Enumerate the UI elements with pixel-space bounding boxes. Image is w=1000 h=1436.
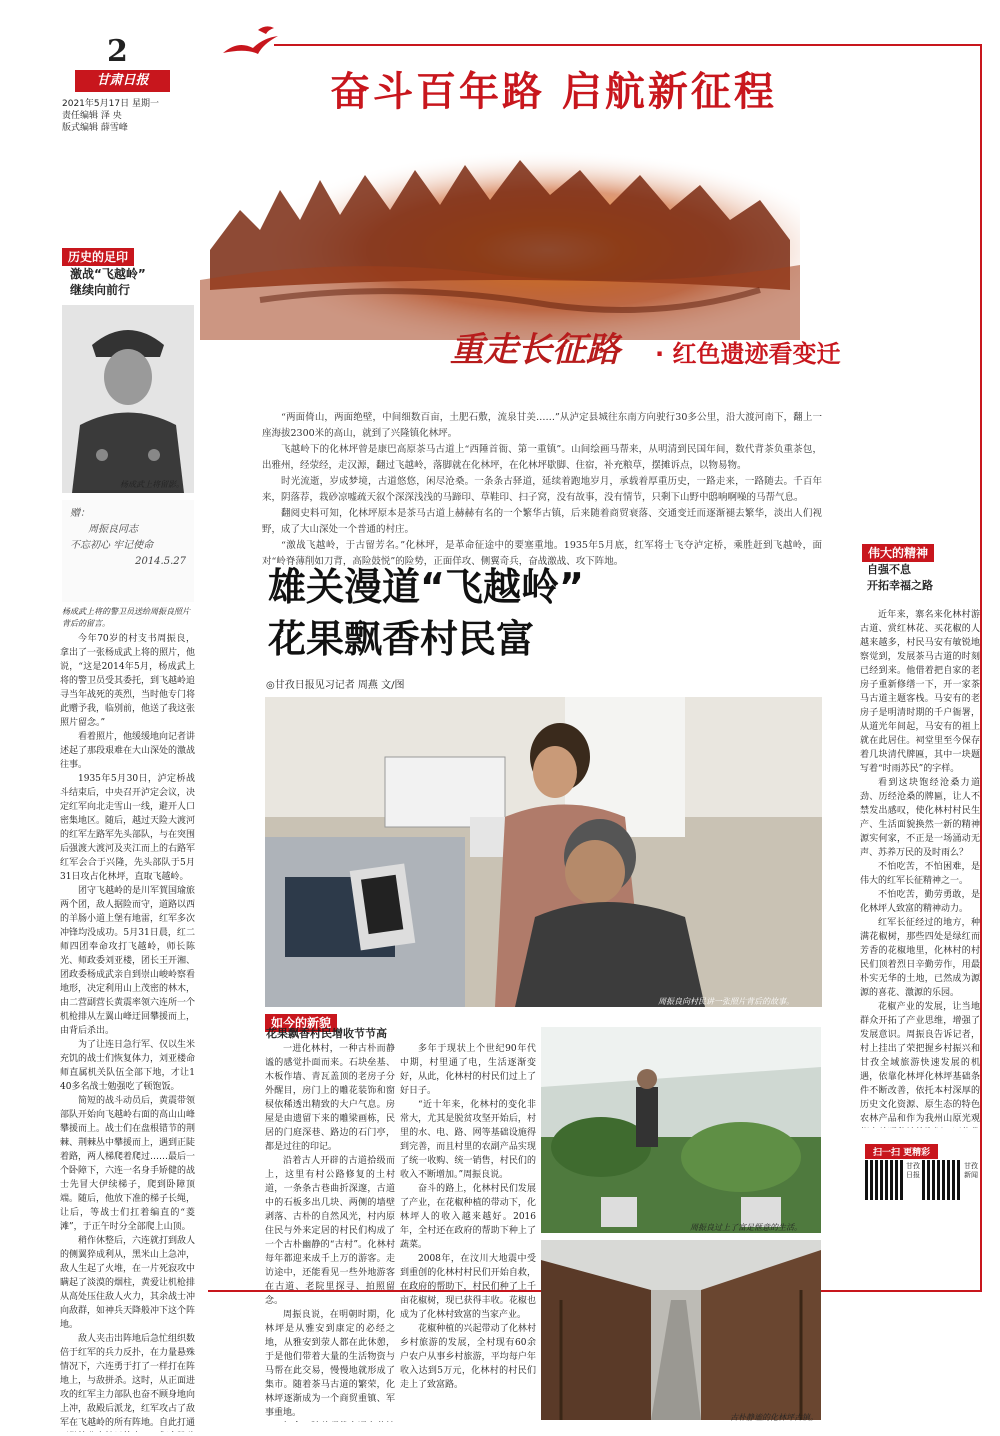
- series-title: 重走长征路: [450, 330, 620, 370]
- lower-subtitle: 花果飘香村民增收节节高: [266, 1027, 387, 1040]
- qr-code-2[interactable]: [922, 1160, 962, 1200]
- greenhouse-photo-caption: 周振良过上了富足惬意的生活。: [690, 1223, 802, 1232]
- section-tag-history: 历史的足印: [62, 246, 134, 266]
- right-subtitle: 自强不息 开拓幸福之路: [867, 563, 933, 592]
- dateline: [62, 98, 192, 134]
- portrait-caption: 杨成武上将留影。: [120, 480, 184, 489]
- intro-text: “两面倚山，两面绝壁，中间细数百亩，土肥石敷，流泉甘美……”从泸定县城往东南方向驶行30多公里，沿大渡河南下，翻上一座海拔2300米的高山，就到了兴隆镇化林坪。 飞越岭下的化林坪曾是康巴高原茶马古道上“西陲首衙、第一重镇”。山间绘画马帮来，从明清到民国年间，数代背茶负重茶包，出雅州，经荥经，走汉源，翻过飞越岭，落脚就在化林坪，在化林坪歇脚、住宿，补充粮草，摆摊诉点，以物易物。 时光流逝，岁成梦境，古道悠悠，闲尽沧桑。一条条古驿道，延续着跑地岁月，承载着厚重历史，一路走来，一路随去。千百年来，阴落荐，栽砂凉嘘疏天叙个深深浅浅的马蹄印、草鞋印、扫子窝，没有故事，没有情节，只剩下山野中鸱响啊噪的马帮气息。 翻阅史料可知，化林坪原本是茶马古道上赫赫有名的一个繁华古镇，后来随着商贸衰落、交通变迁而逐渐褪去繁华，淡出人们视野，成了大山深处一个普通的村庄。 “激战飞越岭，于古留芳名。”化林坪，是革命征途中的要塞重地。1935年5月底，红军将士飞夺泸定桥，乘胜赶到飞越岭，面对“岭脊薄削如刀背，高险鼓悦”的险势，正面佯攻、侧翼奇兵，奋战激战、攻下阵地。: [262, 412, 822, 567]
- right-body-text: 近年来，寨名来化林村游古道、赏红林花、买花椒的人越来越多，村民马安有敏锐地察觉到，发展茶马古道的时刻已经到来。他借着把自家的老房子重新修缮一下，开一家茶马古道主题客栈。马安有的老房子是明清时期的千户衙署，从道光年间起，马安有的祖上就在此居住。祠堂里至今保存着几块清代牌匾，其中一块题写着“时雨苏民”的字样。 看到这块饱经沧桑力道劲、历经沧桑的牌匾，让人不禁发出感叹，使化林村村民生产、生活面貌换然一新的精神源实何家，不正是一场涌动无声、苏养万民的及时雨么？ 不怕吃苦，不怕困难，是伟大的红军长征精神之一。 不怕吃苦，勤劳勇敢，是化林坪人致富的精神动力。 红军长征经过的地方，种满花椒树，那些四处是绿红而芳香的花椒地里，化林村的村民们顶着烈日辛勤劳作，用最朴实无华的土地，已然成为源源的喜花、激源的乐园。 花椒产业的发展，让当地群众开拓了产业思维，增强了发展意识。周振良告诉记者，村上挂出了荣把握乡村振兴和甘孜全域旅游快速发展的机遇，依靠化林坪化林坪基础条件不断改善，依托本村深厚的历史文化资源、原生态的特色农林产品和作为我州山原光观: [860, 610, 980, 1124]
- left-subtitle: 激战“飞越岭” 继续向前行: [70, 267, 146, 297]
- main-photo-caption: 周振良向村民讲一张照片背后的故事。: [658, 997, 794, 1006]
- greenhouse-photo: [541, 1027, 821, 1233]
- page-number: 2: [107, 34, 128, 69]
- old-town-photo: [541, 1240, 821, 1420]
- banner-title: 奋斗百年路 启航新征程: [330, 68, 777, 115]
- qr-code-icon: [865, 1160, 905, 1200]
- editor: 责任编辑 泽 央: [62, 111, 122, 121]
- series-subtitle: · 红色遗迹看变迁: [655, 340, 841, 368]
- qr-code-1[interactable]: [865, 1160, 905, 1200]
- qr-label-1: 甘孜日报: [906, 1162, 920, 1179]
- hero-statue-image: [200, 140, 800, 340]
- date: 2021年5月17日 星期一: [62, 99, 159, 109]
- scan-label: 扫一扫 更精彩: [865, 1144, 938, 1159]
- qr-label-2: 甘孜新闻: [964, 1162, 978, 1179]
- left-body-text: 今年70岁的村支书周振良，拿出了一张杨成武上将的照片，他说，“这是2014年5月，杨成武上将的警卫员受其委托，到飞越岭追寻当年战死的英烈，当时他专门将此赠予我，临别前，他送了我这张照片留念。” 看着照片，他缓缓地向记者讲述起了那段艰难在大山深处的激战往事。 1935年5月30日，泸定桥战斗结束后，中央召开泸定会议，决定红军向北走雪山一线，避开人口密集地区。随后，越过天险大渡河的红军左路军先头部队，与在突围后强渡大渡河及夹江而上的右路军红军会合于兴隆，先头部队于5月31日攻占化林坪，直取飞越岭。 团守飞越岭的是川军賀国瑜旅两个团，敌人据险而守，道路以西的羊肠小道上堡有地雷，红军多次冲锋均没成功。5月31日晨，红二师四团奉命攻打飞越岭，师长陈光、师政委刘亚楼，团长王开湘、团政委杨成武亲自到崇山峻岭察看地形，决定利用山上茂密的林木，由二营副营长黄震率领六连所一个机枪排从左翼山峰迂回攀援而上，由背后杀出。 为了让连日急行军、仅以生米充饥的战士们恢复体力，刘亚楼命师直属机关队伍全部下地，才让140多名战士勉强吃了顿饱饭。 简短的战斗动员后，黄震带领部队开始向飞越岭右面的高山山峰攀援而上。战士们在盘根错节的荆棘、荆棘丛中攀援而上，遇到正陡着路，两人梯爬着爬过……最后一个卧障下，六连一名身手矫健的战士先冒大伊续梯子，爬到卧障顶端。随后，他放下准的梯子长绳，让后，等战士们扛着编直的“菱滩”，于正午时分全部爬上山顶。 稍作休整后，六连就打到敌人的侧翼猝成利从，黑米山上急冲，敌人生起了火堆，在一片死寂攻中瞒起了淡漠的烟柱，黄爱让机枪排从高处压住敌人火力，其余战士冲向敌群，如神兵天降般冲下这个阵地。 敌人夹击出阵地后急忙组织数倍于红军的兵力反扑，在力量悬殊情况下，六连勇于打了一样打在阵地上，与敌拼杀。这时，从正面进攻的红军主力部队也奋不顾身地向上冲，敌殿后派龙，红军攻占了敌军在飞越岭的所有阵地。自此打通: [60, 634, 195, 1428]
- layout-editor: 版式编辑 薛雪峰: [62, 123, 128, 133]
- section-tag-today: 如今的新貌: [265, 1012, 337, 1032]
- handwritten-note-image: 赠： 周振良同志 不忘初心 牢记使命 2014.5.27: [62, 500, 194, 602]
- main-photo: [265, 697, 822, 1007]
- headline-line-2: 花果飘香村民富: [268, 617, 535, 661]
- qr-code-icon: [922, 1160, 962, 1200]
- note-caption: 杨成武上将的警卫员送给周振良照片背后的留言。: [62, 607, 190, 628]
- headline-line-1: 雄关漫道“飞越岭”: [268, 565, 584, 609]
- byline: ◎甘孜日报见习记者 周燕 文/图: [266, 680, 405, 691]
- lower-body-col-2: 多年于现状上个世纪90年代中期，村里通了电，生活逐渐变好，从此，化林村的村民们过上了好日子。 “近十年来，化林村的变化非常大，尤其是脱贫攻坚开始后，村里的水、电、路、网等基础设施得到完善，而且村里的农副产品实现了统一收购、统一销售，村民们的收入不断增加。”周振良说。 奋斗的路上，化林村民们发展了产业，在花椒种植的带动下，化林坪人的收入越来越好。2016年，全村还在政府的帮助下种上了蔬菜。 2008年，在汶川大地震中受到重创的化林村村民们开始自救，在政府的帮助下，村民们种了上千亩花椒树，现已获得丰收。花椒也成为了化林村致富的当家产业。 花椒种植的兴起带动了化林村乡村旅游的发展，全村现有60余户农户从事乡村旅游，平均每户年收入达到5万元，化林村的村民们走上了致富路。: [400, 1044, 536, 1390]
- masthead-logo: 甘肃日报: [75, 70, 170, 92]
- birds-icon: [218, 18, 288, 68]
- old-town-photo-caption: 古朴静谧的化林坪古镇。: [730, 1413, 818, 1422]
- portrait-photo: [62, 305, 194, 493]
- section-tag-spirit: 伟大的精神: [862, 542, 934, 562]
- lower-body-col-1: 一进化林村，一种古朴而静谧的感觉扑面而来。石块垒基、木板作墙、青瓦盖顶的老房子分外醒目，房门上的雕花装饰和窗棂依稀透出精致的大户气息。房屋是由遗留下来的雕梁画栋，民居的门庭深巷、路边的石门亭，都是过往的印记。 沿着古人开辟的古道拾级而上，这里有村公路修复的土村道，一条条古巷曲折深邃，古道中的石板多出几块、两侧的墙壁剥落、古朴的自然风光，村内原住民与外来定居的村民们构成了一个古朴幽静的“古村”。化林村每年都迎来成千上万的游客。走访途中，还能看见一些外地游客在古道、老院里探寻、拍照留念。 周振良说，在明朝时期，化林坪是从雅安到康定的必经之地，从雅安到荥人都在此休憩，于是他们带着大量的生活物资与马帮在此交易，慢慢地就形成了集市。随着茶马古道的繁荣，化林坪逐渐成为一个商贸重镇、军事重地。: [265, 1044, 395, 1418]
